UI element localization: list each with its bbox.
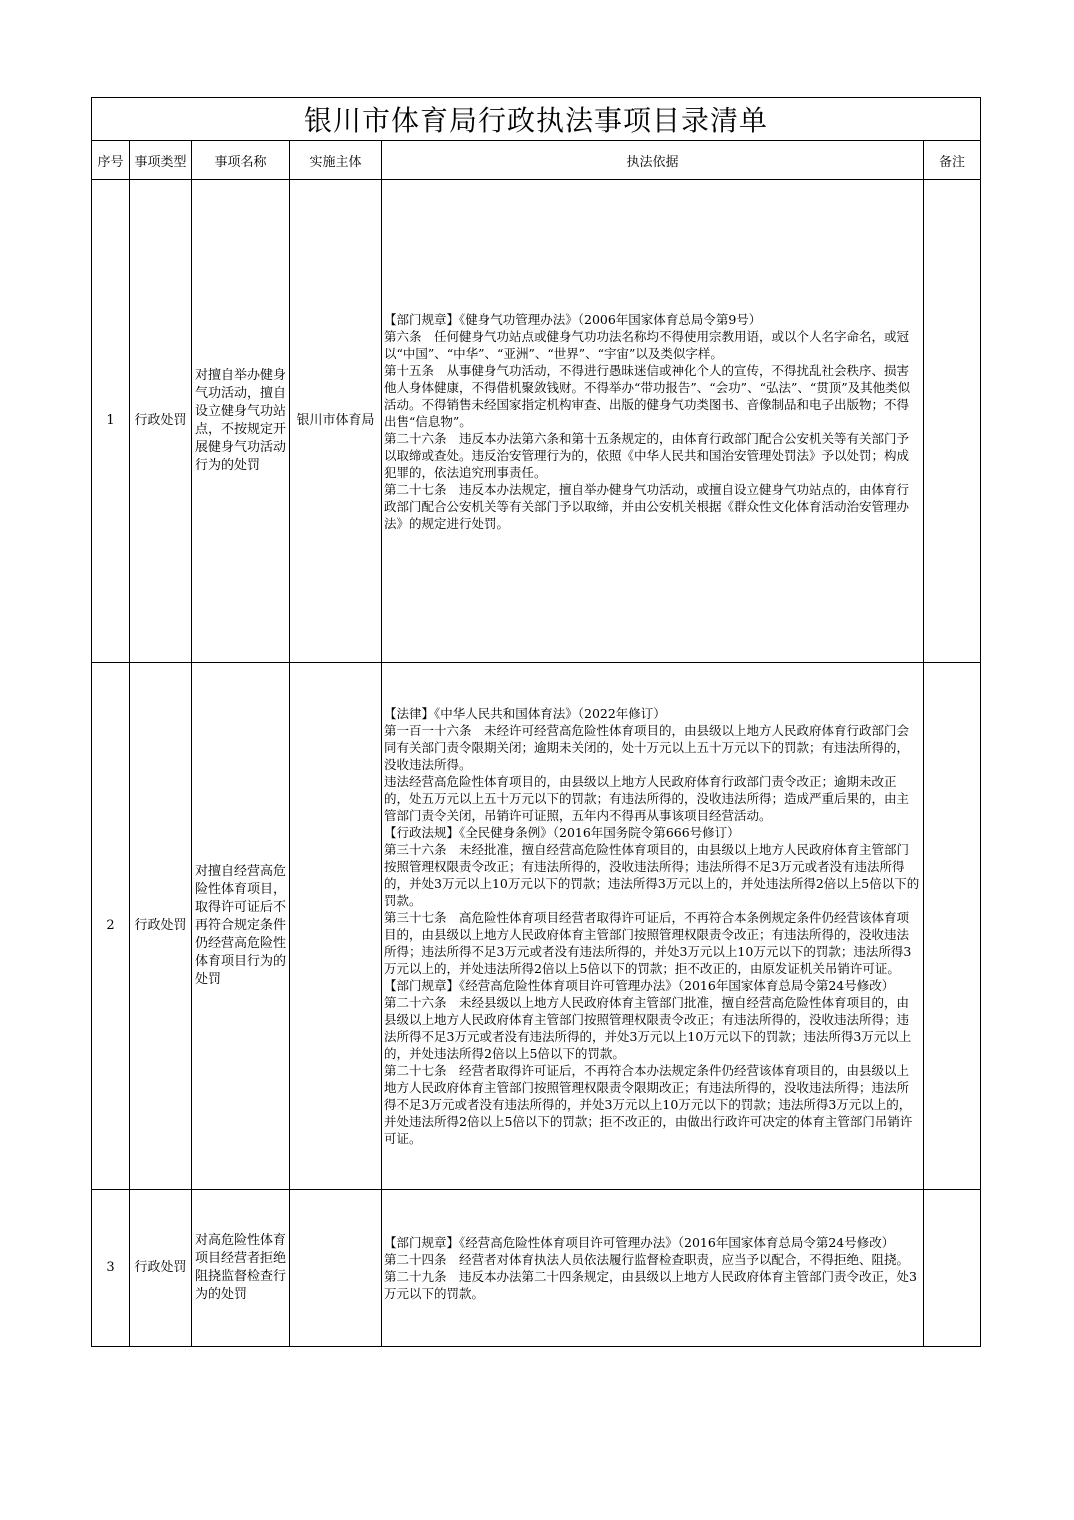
basis-paragraph: 【法律】《中华人民共和国体育法》（2022年修订）: [384, 706, 666, 721]
basis-paragraph: 【部门规章】《健身气功管理办法》（2006年国家体育总局令第9号）: [384, 311, 762, 327]
table-row: [92, 180, 981, 663]
row-name: 对高危险性体育项目经营者拒绝阻挠监督检查行为的处罚: [192, 1190, 290, 1347]
row-name: 对擅自举办健身气功活动，擅自设立健身气功站点，不按规定开展健身气功活动行为的处罚: [192, 180, 290, 663]
basis-paragraph: 第六条 任何健身气功站点或健身气功功法名称均不得使用宗教用语，或以个人名字命名，或冠以“中国”、“中华”、“亚洲”、“世界”、“宇宙”以及类似字样。: [384, 328, 910, 361]
basis-paragraph: 违法经营高危险性体育项目的，由县级以上地方人民政府体育行政部门责令改正；逾期未改正的，处五万元以上五十万元以下的罚款；有违法所得的，没收违法所得；造成严重后果的，由主管部门责令关闭，吊销许可证照，五年内不得再从事该项目经营活动。: [384, 774, 910, 823]
header-name: 事项名称: [192, 141, 290, 180]
row-remark: [924, 180, 981, 663]
row-seq: 1: [92, 180, 130, 663]
page-title: 银川市体育局行政执法事项目录清单: [92, 98, 981, 141]
basis-paragraph: 第二十七条 经营者取得许可证后，不再符合本办法规定条件仍经营该体育项目的，由县级以上地方人民政府体育主管部门按照管理权限责令限期改正；有违法所得的，没收违法所得；违法所得不足3万元或者没有违法所得的，并处3万元以上10万元以下的罚款；违法所得3万元以上的，并处违法所得2倍以上5倍以下的罚款；拒不改正的，由做出行政许可决定的体育主管部门吊销许可证。: [384, 1063, 913, 1146]
basis-paragraph: 【行政法规】《全民健身条例》（2016年国务院令第666号修订）: [384, 825, 740, 840]
row-seq: 2: [92, 663, 130, 1190]
row-subject: 银川市体育局: [290, 180, 382, 663]
table-row: [92, 663, 981, 1190]
basis-paragraph: 【部门规章】《经营高危险性体育项目许可管理办法》（2016年国家体育总局令第24号修改）: [384, 978, 895, 993]
row-basis: [382, 180, 924, 663]
row-remark: [924, 1190, 981, 1347]
row-type: 行政处罚: [130, 663, 192, 1190]
basis-paragraph: 第二十七条 违反本办法规定，擅自举办健身气功活动，或擅自设立健身气功站点的，由体育行政部门配合公安机关等有关部门予以取缔，并由公安机关根据《群众性文化体育活动治安管理办法》的规定进行处罚。: [384, 481, 910, 531]
basis-paragraph: 第二十六条 违反本办法第六条和第十五条规定的，由体育行政部门配合公安机关等有关部门予以取缔或查处。违反治安管理行为的，依照《中华人民共和国治安管理处罚法》予以处罚；构成犯罪的，依法追究刑事责任。: [384, 430, 910, 480]
basis-paragraph: 第二十九条 违反本办法第二十四条规定，由县级以上地方人民政府体育主管部门责令改正，处3万元以下的罚款。: [384, 1269, 917, 1301]
row-subject: [290, 663, 382, 1190]
header-remark: 备注: [924, 141, 981, 180]
table-row: [92, 1190, 981, 1347]
header-subject: 实施主体: [290, 141, 382, 180]
row-subject: [290, 1190, 382, 1347]
row-basis: [382, 1190, 924, 1347]
basis-paragraph: 第十五条 从事健身气功活动，不得进行愚昧迷信或神化个人的宣传，不得扰乱社会秩序、损害他人身体健康，不得借机聚敛钱财。不得举办“带功报告”、“会功”、“弘法”、“贯顶”及其他类似活动。不得销售未经国家指定机构审查、出版的健身气功类图书、音像制品和电子出版物；不得出售“信息物”。: [384, 362, 911, 429]
basis-paragraph: 第二十四条 经营者对体育执法人员依法履行监督检查职责，应当予以配合，不得拒绝、阻挠。: [384, 1252, 910, 1267]
row-basis: [382, 663, 924, 1190]
enforcement-list-table: [91, 97, 981, 1347]
basis-paragraph: 第三十六条 未经批准，擅自经营高危险性体育项目的，由县级以上地方人民政府体育主管部门按照管理权限责令改正；有违法所得的，没收违法所得；违法所得不足3万元或者没有违法所得的，并处3万元以上10万元以下的罚款；违法所得3万元以上的，并处违法所得2倍以上5倍以下的罚款。: [384, 842, 920, 908]
row-remark: [924, 663, 981, 1190]
basis-paragraph: 第三十七条 高危险性体育项目经营者取得许可证后，不再符合本条例规定条件仍经营该体育项目的，由县级以上地方人民政府体育主管部门按照管理权限责令改正；有违法所得的，没收违法所得；违法所得不足3万元或者没有违法所得的，并处3万元以上10万元以下的罚款；违法所得3万元以上的，并处违法所得2倍以上5倍以下的罚款；拒不改正的，由原发证机关吊销许可证。: [384, 910, 912, 976]
row-name: 对擅自经营高危险性体育项目，取得许可证后不再符合规定条件仍经营高危险性体育项目行为的处罚: [192, 663, 290, 1190]
row-type: 行政处罚: [130, 1190, 192, 1347]
basis-paragraph: 第二十六条 未经县级以上地方人民政府体育主管部门批准，擅自经营高危险性体育项目的，由县级以上地方人民政府体育主管部门按照管理权限责令改正；有违法所得的，没收违法所得；违法所得不足3万元或者没有违法所得的，并处3万元以上10万元以下的罚款；违法所得3万元以上的，并处违法所得2倍以上5倍以下的罚款。: [384, 995, 912, 1061]
row-seq: 3: [92, 1190, 130, 1347]
header-type: 事项类型: [130, 141, 192, 180]
header-basis: 执法依据: [382, 141, 924, 180]
basis-paragraph: 第一百一十六条 未经许可经营高危险性体育项目的，由县级以上地方人民政府体育行政部门会同有关部门责令限期关闭；逾期未关闭的，处十万元以上五十万元以下的罚款；有违法所得的，没收违法所得。: [384, 723, 910, 772]
row-type: 行政处罚: [130, 180, 192, 663]
header-seq: 序号: [92, 141, 130, 180]
header-row: [92, 141, 981, 180]
basis-paragraph: 【部门规章】《经营高危险性体育项目许可管理办法》（2016年国家体育总局令第24号修改）: [384, 1235, 895, 1250]
